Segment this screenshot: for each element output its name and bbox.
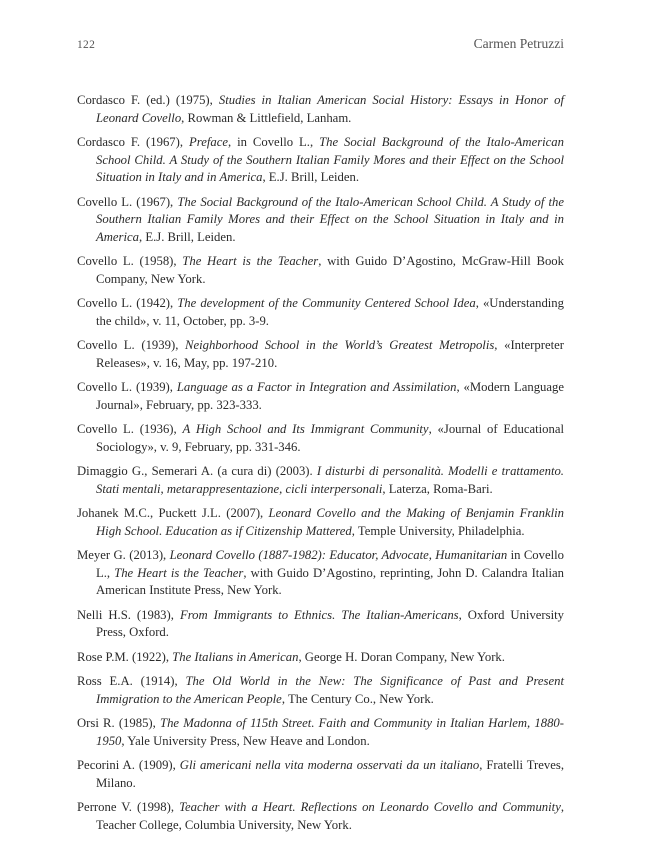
bibliography-entry: Johanek M.C., Puckett J.L. (2007), Leonard Covello and the Making of Benjamin Franklin High School. Education as if Citizenship Mattered, Temple University, Philadelphia. [77, 506, 564, 538]
bibliography-entry: Covello L. (1939), Language as a Factor in Integration and Assimilation, «Modern Language Journal», February, pp. 323-333. [77, 380, 564, 412]
bibliography-entry: Cordasco F. (1967), Preface, in Covello L., The Social Background of the Italo-American School Child. A Study of the Southern Italian Family Mores and their Effect on the School Situation in Italy and in America, E.J. Brill, Leiden. [77, 134, 564, 185]
bibliography-entry: Dimaggio G., Semerari A. (a cura di) (2003). I disturbi di personalità. Modelli e trattamento. Stati mentali, metarappresentazione, cicli interpersonali, Laterza, Roma-Bari. [77, 464, 564, 496]
bibliography-entry: Covello L. (1939), Neighborhood School in the World’s Greatest Metropolis, «Interpreter Releases», v. 16, May, pp. 197-210. [77, 338, 564, 370]
bibliography-list [77, 92, 564, 841]
bibliography-entry: Rose P.M. (1922), The Italians in American, George H. Doran Company, New York. [77, 649, 505, 664]
bibliography-entry: Covello L. (1942), The development of the Community Centered School Idea, «Understanding the child», v. 11, October, pp. 3-9. [77, 296, 564, 328]
bibliography-entry: Cordasco F. (ed.) (1975), Studies in Italian American Social History: Essays in Honor of Leonard Covello, Rowman & Littlefield, Lanham. [77, 93, 564, 125]
running-head-author: Carmen Petruzzi [473, 36, 564, 51]
bibliography-entry: Perrone V. (1998), Teacher with a Heart. Reflections on Leonardo Covello and Community, Teacher College, Columbia University, New York. [77, 799, 564, 832]
bibliography-entry: Orsi R. (1985), The Madonna of 115th Street. Faith and Community in Italian Harlem, 1880-1950, Yale University Press, New Heave and London. [77, 715, 564, 748]
page-number: 122 [77, 39, 96, 51]
bibliography-entry: Pecorini A. (1909), Gli americani nella vita moderna osservati da un italiano, Fratelli Treves, Milano. [77, 757, 564, 790]
bibliography-entry: Nelli H.S. (1983), From Immigrants to Ethnics. The Italian-Americans, Oxford University Press, Oxford. [77, 607, 564, 640]
running-header [77, 36, 564, 52]
bibliography-entry: Ross E.A. (1914), The Old World in the New: The Significance of Past and Present Immigration to the American People, The Century Co., New York. [77, 673, 564, 706]
bibliography-entry: Covello L. (1967), The Social Background of the Italo-American School Child. A Study of the Southern Italian Family Mores and their Effect on the School Situation in Italy and in America, E.J. Brill, Leiden. [77, 194, 564, 244]
bibliography-entry: Meyer G. (2013), Leonard Covello (1887-1982): Educator, Advocate, Humanitarian in Covello L., The Heart is the Teacher, with Guido D’Agostino, reprinting, John D. Calandra Italian American Institute Press, New York. [77, 548, 564, 598]
bibliography-entry: Covello L. (1958), The Heart is the Teacher, with Guido D’Agostino, McGraw-Hill Book Company, New York. [77, 254, 564, 286]
bibliography-entry: Covello L. (1936), A High School and Its Immigrant Community, «Journal of Educational Sociology», v. 9, February, pp. 331-346. [77, 422, 565, 454]
